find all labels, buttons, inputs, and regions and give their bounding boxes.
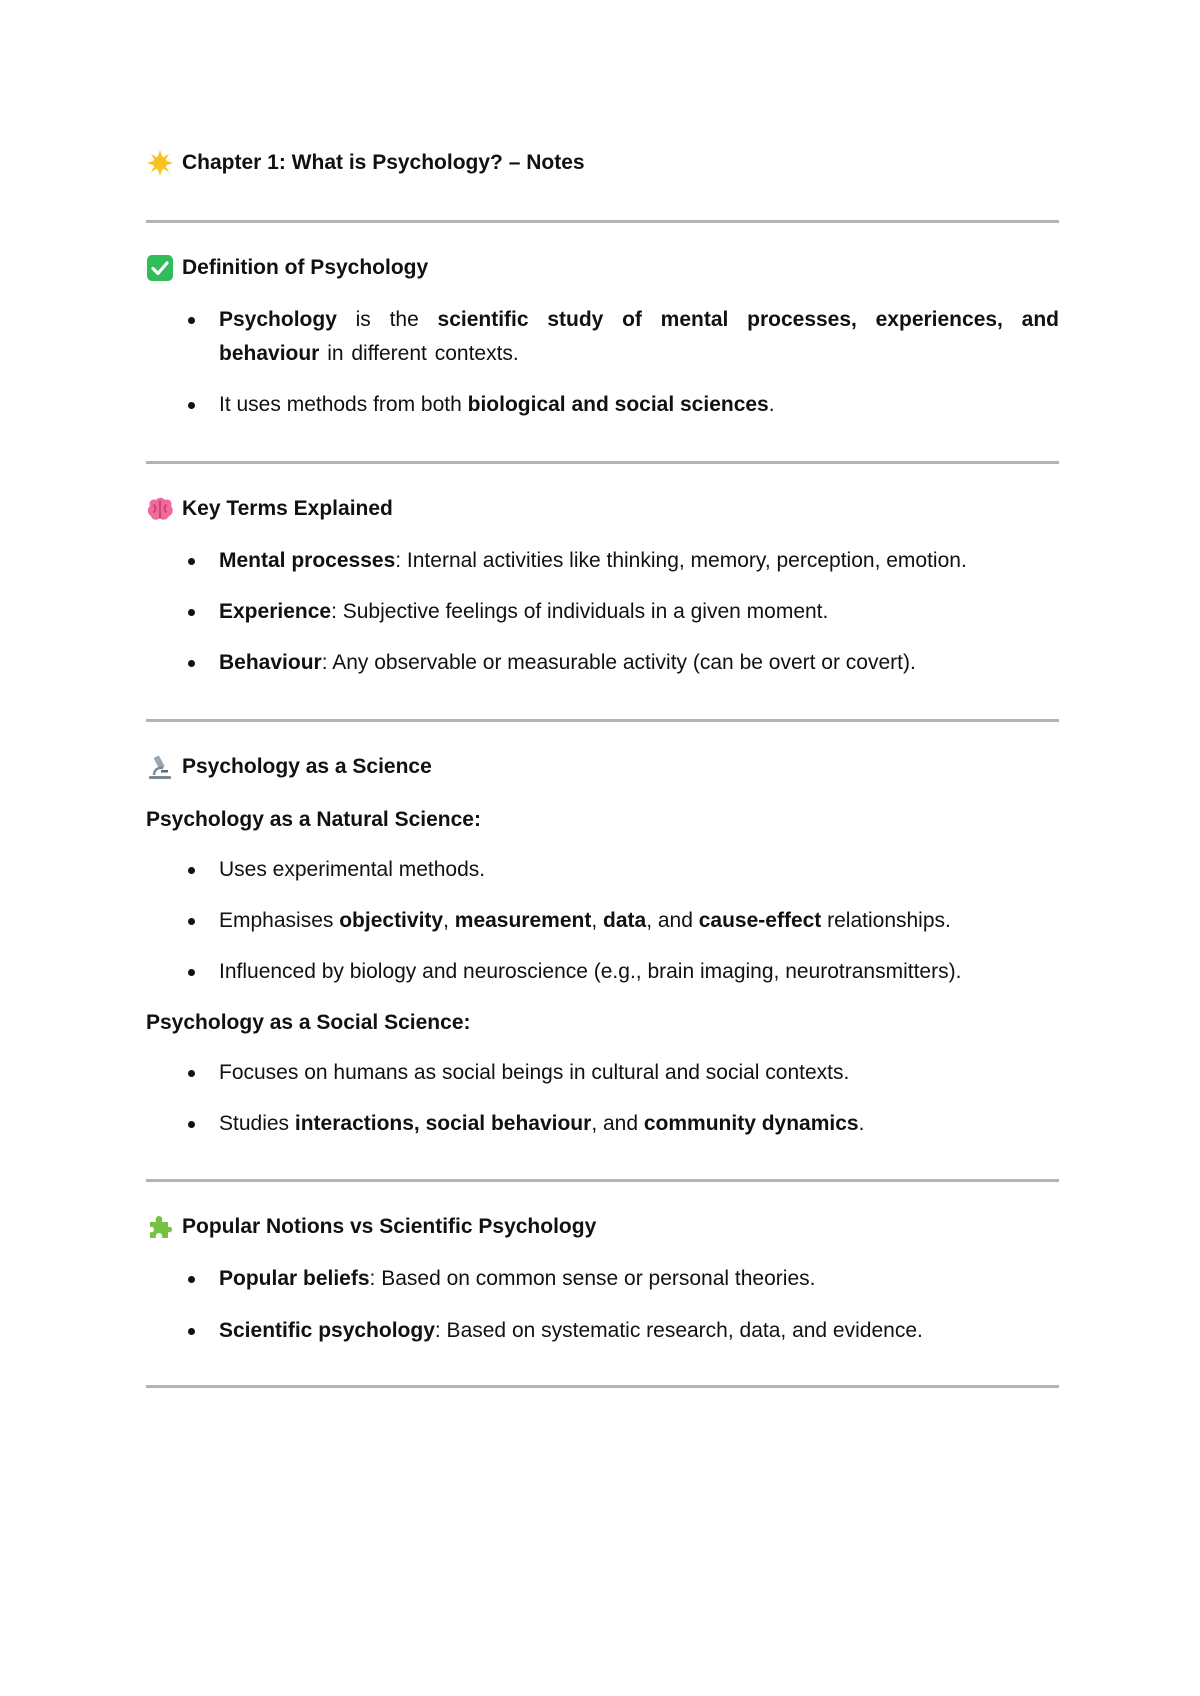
list-item-text — [219, 1107, 1059, 1141]
bold-term: cause-effect — [698, 909, 822, 932]
list-item-text: Uses experimental methods. — [219, 858, 486, 881]
bold-term: Experience — [219, 600, 332, 623]
bold-term: measurement — [454, 909, 592, 932]
list-item-text — [219, 388, 1059, 422]
bold-term: Scientific psychology — [219, 1319, 435, 1342]
text-run: : Subjective feelings of individuals in a given moment. — [331, 600, 829, 623]
check-mark-button-icon — [146, 254, 174, 282]
list-item-text — [219, 1314, 1059, 1348]
bold-term: Mental processes — [219, 549, 396, 572]
list-item — [186, 1314, 1059, 1348]
text-run: , — [443, 909, 455, 932]
text-run: is the — [336, 308, 438, 331]
list-item — [186, 904, 1059, 938]
section-heading-notions — [146, 1213, 596, 1241]
text-run: , and — [646, 909, 699, 932]
list-item — [186, 544, 1059, 578]
list-item — [186, 303, 1059, 371]
bold-term: Popular beliefs — [219, 1267, 370, 1290]
section-heading-text: Popular Notions vs Scientific Psychology — [182, 1215, 597, 1238]
divider — [146, 719, 1059, 722]
list-item-text — [219, 544, 1059, 578]
text-run: , — [591, 909, 603, 932]
sun-burst-icon — [146, 149, 174, 177]
bold-phrase: interactions, social behaviour — [294, 1112, 592, 1135]
section-heading-science — [146, 753, 432, 781]
section-heading-key-terms — [146, 495, 393, 523]
subheading-natural-science: Psychology as a Natural Science: — [146, 808, 481, 831]
text-run: : Based on common sense or personal theories. — [369, 1267, 816, 1290]
text-run: in different contexts. — [319, 342, 519, 365]
brain-icon — [146, 495, 174, 523]
bold-phrase: community dynamics — [643, 1112, 859, 1135]
list-item — [186, 595, 1059, 629]
subheading-social-science: Psychology as a Social Science: — [146, 1011, 471, 1034]
text-run: : Internal activities like thinking, memory, perception, emotion. — [395, 549, 967, 572]
list-item — [186, 853, 1059, 887]
list-item-text — [219, 1262, 1059, 1296]
divider — [146, 1385, 1059, 1388]
text-run: relationships. — [821, 909, 951, 932]
divider — [146, 1179, 1059, 1182]
text-run: . — [858, 1112, 865, 1135]
bold-term: Behaviour — [219, 651, 322, 674]
text-run: : Based on systematic research, data, and evidence. — [434, 1319, 923, 1342]
bold-phrase: scientific study of mental processes, experiences, and behaviour — [219, 308, 1059, 365]
list-item-text: Focuses on humans as social beings in cultural and social contexts. — [219, 1061, 850, 1084]
text-run: It uses methods from both — [219, 393, 468, 416]
text-run: : Any observable or measurable activity (can be overt or covert). — [321, 651, 916, 674]
list-item — [186, 1262, 1059, 1296]
list-item-text — [219, 303, 1059, 371]
bold-term: objectivity — [339, 909, 444, 932]
divider — [146, 461, 1059, 464]
bold-phrase: biological and social sciences — [467, 393, 769, 416]
text-run: Studies — [219, 1112, 295, 1135]
section-heading-text: Definition of Psychology — [182, 256, 429, 279]
list-item-text — [219, 904, 1059, 938]
section-heading-definition — [146, 254, 428, 282]
list-item — [186, 1107, 1059, 1141]
divider — [146, 220, 1059, 223]
list-item-text — [219, 646, 1059, 680]
section-heading-text: Key Terms Explained — [182, 497, 393, 520]
microscope-icon — [146, 753, 174, 781]
text-run: Emphasises — [219, 909, 340, 932]
list-item — [186, 646, 1059, 680]
bold-term: Psychology — [219, 308, 337, 331]
list-item — [186, 1056, 1059, 1090]
text-run: . — [768, 393, 775, 416]
bold-term: data — [603, 909, 647, 932]
list-item-text — [219, 595, 1059, 629]
puzzle-piece-icon — [146, 1213, 174, 1241]
page-title-text: Chapter 1: What is Psychology? – Notes — [182, 151, 585, 174]
section-heading-text: Psychology as a Science — [182, 755, 432, 778]
page-title — [146, 149, 585, 177]
list-item-text: Influenced by biology and neuroscience (e.g., brain imaging, neurotransmitters). — [219, 960, 962, 983]
list-item — [186, 955, 1059, 989]
list-item — [186, 388, 1059, 422]
text-run: , and — [591, 1112, 644, 1135]
